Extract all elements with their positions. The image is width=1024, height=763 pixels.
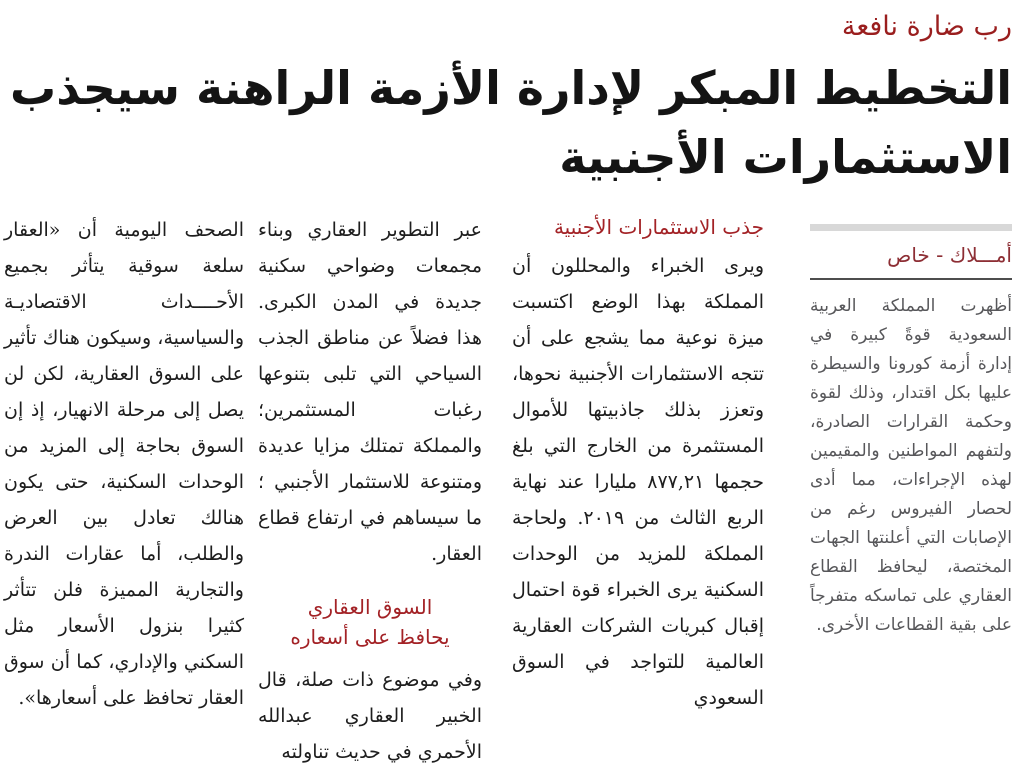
- subhead-market-line-1: السوق العقاري: [307, 595, 433, 619]
- article-columns: [4, 212, 1012, 763]
- article-headline: [4, 54, 1012, 192]
- subhead-market-line-2: يحافظ على أسعاره: [290, 625, 450, 649]
- market-column: [258, 212, 482, 763]
- top-rule-bar: [810, 224, 1012, 231]
- intro-column: [810, 212, 1012, 640]
- quote-column: [4, 212, 244, 716]
- market-paragraph-top: عبر التطوير العقاري وبناء مجمعات وضواحي سكنية جديدة في المدن الكبرى. هذا فضلاً عن مناطق الجذب السياحي التي تلبى بتنوعها رغبات المستثمرين؛ والمملكة تمتلك مزايا عديدة ومتنوعة للاستثمار الأجنبي ؛ ما سيساهم في ارتفاع قطاع العقار.: [258, 219, 482, 565]
- headline-line-1: التخطيط المبكر لإدارة الأزمة الراهنة سيجذب: [9, 61, 1012, 115]
- investment-paragraph: ويرى الخبراء والمحللون أن المملكة بهذا الوضع اكتسبت ميزة نوعية مما يشجع على أن تتجه الاستثمارات الأجنبية نحوها، وتعزز بذلك جاذبيتها للأموال المستثمرة من الخارج التي بلغ حجمها ٨٧٧,٢١ مليارا عند نهاية الربع الثالث من ٢٠١٩. ولحاجة المملكة للمزيد من الوحدات السكنية يرى الخبراء قوة احتمال إقبال كبريات الشركات العقارية العالمية للتواجد في السوق السعودي: [512, 255, 765, 709]
- investment-column: [512, 212, 764, 716]
- subhead-foreign-investments: جذب الاستثمارات الأجنبية: [553, 215, 764, 239]
- quote-paragraph: الصحف اليومية أن «العقار سلعة سوقية يتأثر بجميع الأحــــداث الاقتصاديـة والسياسية، وسيكون هناك تأثير على السوق العقارية، لكن لن يصل إلى مرحلة الانهيار، إذ إن السوق بحاجة إلى المزيد من الوحدات السكنية، حتى يكون هنالك تعادل بين العرض والطلب، أما عقارات الندرة والتجارية المميزة فلن تتأثر كثيرا بنزول الأسعار مثل السكني والإداري، كما أن سوق العقار تحافظ على أسعارها».: [4, 219, 244, 709]
- section-tag: أمـــلاك - خاص: [810, 240, 1012, 280]
- market-paragraph-bottom: وفي موضوع ذات صلة، قال الخبير العقاري عبدالله الأحمري في حديث تناولته: [258, 669, 482, 763]
- headline-line-2: الاستثمارات الأجنبية: [559, 130, 1012, 184]
- subhead-market-prices: [258, 592, 482, 652]
- intro-paragraph: أظهرت المملكة العربية السعودية قوةً كبيرة في إدارة أزمة كورونا والسيطرة عليها بكل اقتدار، وذلك لقوة وحكمة القرارات الصادرة، ولتفهم المواطنين والمقيمين لهذه الإجراءات، مما أدى لحصار الفيروس رغم من الإصابات التي أعلنتها الجهات المختصة، ليحافظ القطاع العقاري على تماسكه متفرجاً على بقية القطاعات الأخرى.: [810, 296, 1012, 635]
- kicker-text: رب ضارة نافعة: [841, 11, 1012, 42]
